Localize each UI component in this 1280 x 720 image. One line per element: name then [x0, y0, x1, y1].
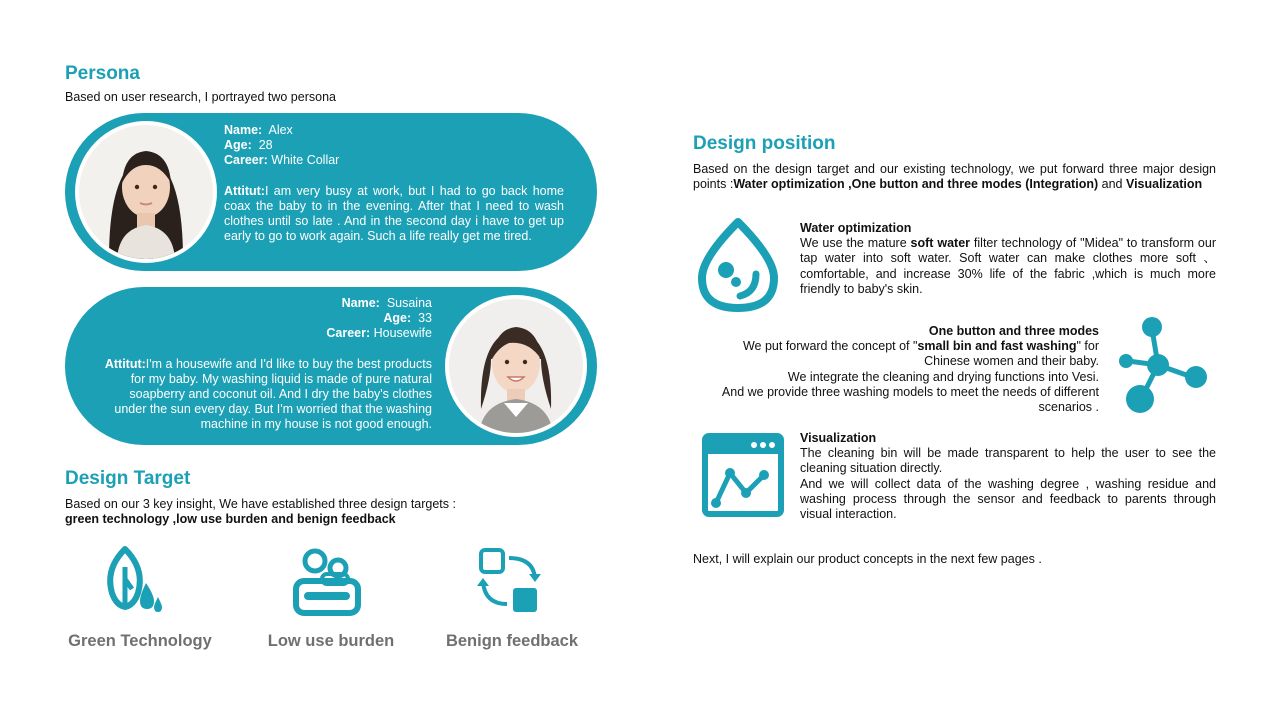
age-label: Age:: [224, 138, 252, 153]
attitude-label: Attitut:: [104, 356, 146, 371]
leaf-drops-icon: [100, 545, 170, 615]
career-label: Career:: [326, 326, 371, 341]
modes-block: [690, 324, 1099, 415]
design-target-line1: Based on our 3 key insight, We have established three design targets :: [65, 497, 456, 511]
water-text-a: We use the mature: [800, 236, 911, 251]
age-label: Age:: [383, 311, 412, 326]
intro-bold-visualization: Visualization: [1125, 177, 1203, 192]
design-target-line2: green technology ,low use burden and benign feedback: [65, 512, 396, 526]
design-target-title: Design Target: [65, 468, 191, 489]
age-value: 28: [258, 138, 273, 153]
browser-chart-icon: [702, 433, 784, 517]
name-value: Alex: [268, 123, 293, 137]
modes-line1-a: We put forward the concept of ": [742, 339, 918, 354]
avatar-alex: [75, 121, 217, 263]
persona-card-alex: [65, 113, 597, 271]
closing-line: Next, I will explain our product concepts in the next few pages .: [693, 552, 1042, 566]
cycle-squares-icon: [475, 546, 545, 616]
career-value: Housewife: [373, 326, 432, 341]
modes-line1-c: " for: [1076, 339, 1099, 354]
water-drop-icon: [696, 218, 780, 312]
water-title: Water optimization: [800, 221, 912, 235]
persona-card-susaina: [65, 287, 597, 445]
name-value: Susaina: [386, 296, 432, 310]
water-text-bold: soft water: [910, 236, 971, 251]
target-label-burden: Low use burden: [267, 632, 395, 650]
visual-title: Visualization: [800, 431, 877, 445]
name-label: Name:: [341, 296, 380, 310]
molecule-nodes-icon: [1112, 315, 1212, 415]
visual-block: [800, 431, 1216, 522]
age-value: 33: [418, 311, 432, 326]
visual-text1: The cleaning bin will be made transparent to help the user to see the cleaning situation directly.: [800, 446, 1216, 476]
modes-line1-bold: small bin and fast washing: [917, 339, 1077, 354]
water-text-c: filter technology of "Midea" to transform our tap water into soft water. Soft water can make clothes more soft 、comfortable, and increase 30% life of the fabric ,which is much more friendly to baby's skin.: [800, 236, 1216, 296]
modes-line2: Chinese women and their baby.: [924, 354, 1099, 369]
modes-title: One button and three modes: [928, 324, 1099, 338]
water-block: [800, 221, 1216, 297]
portrait-woman-icon: [79, 125, 213, 259]
attitude-label: Attitut:: [224, 183, 265, 198]
visual-text2: And we will collect data of the washing degree , washing residue and washing process through the sensor and feedback to parents through visual interaction.: [800, 476, 1216, 522]
intro-text: Based on the design target and our existing technology, we put forward three major design points :: [693, 162, 1216, 192]
target-label-feedback: Benign feedback: [445, 632, 579, 650]
attitude-text: I'm a housewife and I'd like to buy the best products for my baby. My washing liquid is made of pure natural soapberry and coconut oil. And I dry the baby's clothes under the sun every day. But I'm worried that the washing machine in my house is not good enough.: [114, 356, 432, 432]
design-position-title: Design position: [693, 133, 836, 154]
modes-line3: We integrate the cleaning and drying functions into Vesi.: [787, 369, 1099, 384]
target-label-green: Green Technology: [68, 632, 212, 650]
portrait-woman-icon: [449, 299, 583, 433]
intro-bold-points: Water optimization ,One button and three modes (Integration): [733, 177, 1099, 192]
career-value: White Collar: [271, 153, 340, 168]
name-label: Name:: [224, 123, 263, 137]
persona-title: Persona: [65, 63, 140, 84]
attitude-text: I am very busy at work, but I had to go back home coax the baby to in the evening. After that I need to wash clothes until so late . And in the second day i have to get up early to go to work again. Such a life really get me tired.: [224, 183, 564, 244]
persona-subtitle: Based on user research, I portrayed two persona: [65, 90, 336, 104]
avatar-susaina: [445, 295, 587, 437]
career-label: Career:: [224, 153, 268, 168]
modes-line4: And we provide three washing models to meet the needs of different: [721, 384, 1099, 399]
person-bathtub-icon: [292, 548, 362, 618]
modes-line5: scenarios .: [1038, 400, 1099, 415]
design-position-intro: [693, 162, 1216, 192]
intro-and: and: [1098, 177, 1126, 192]
